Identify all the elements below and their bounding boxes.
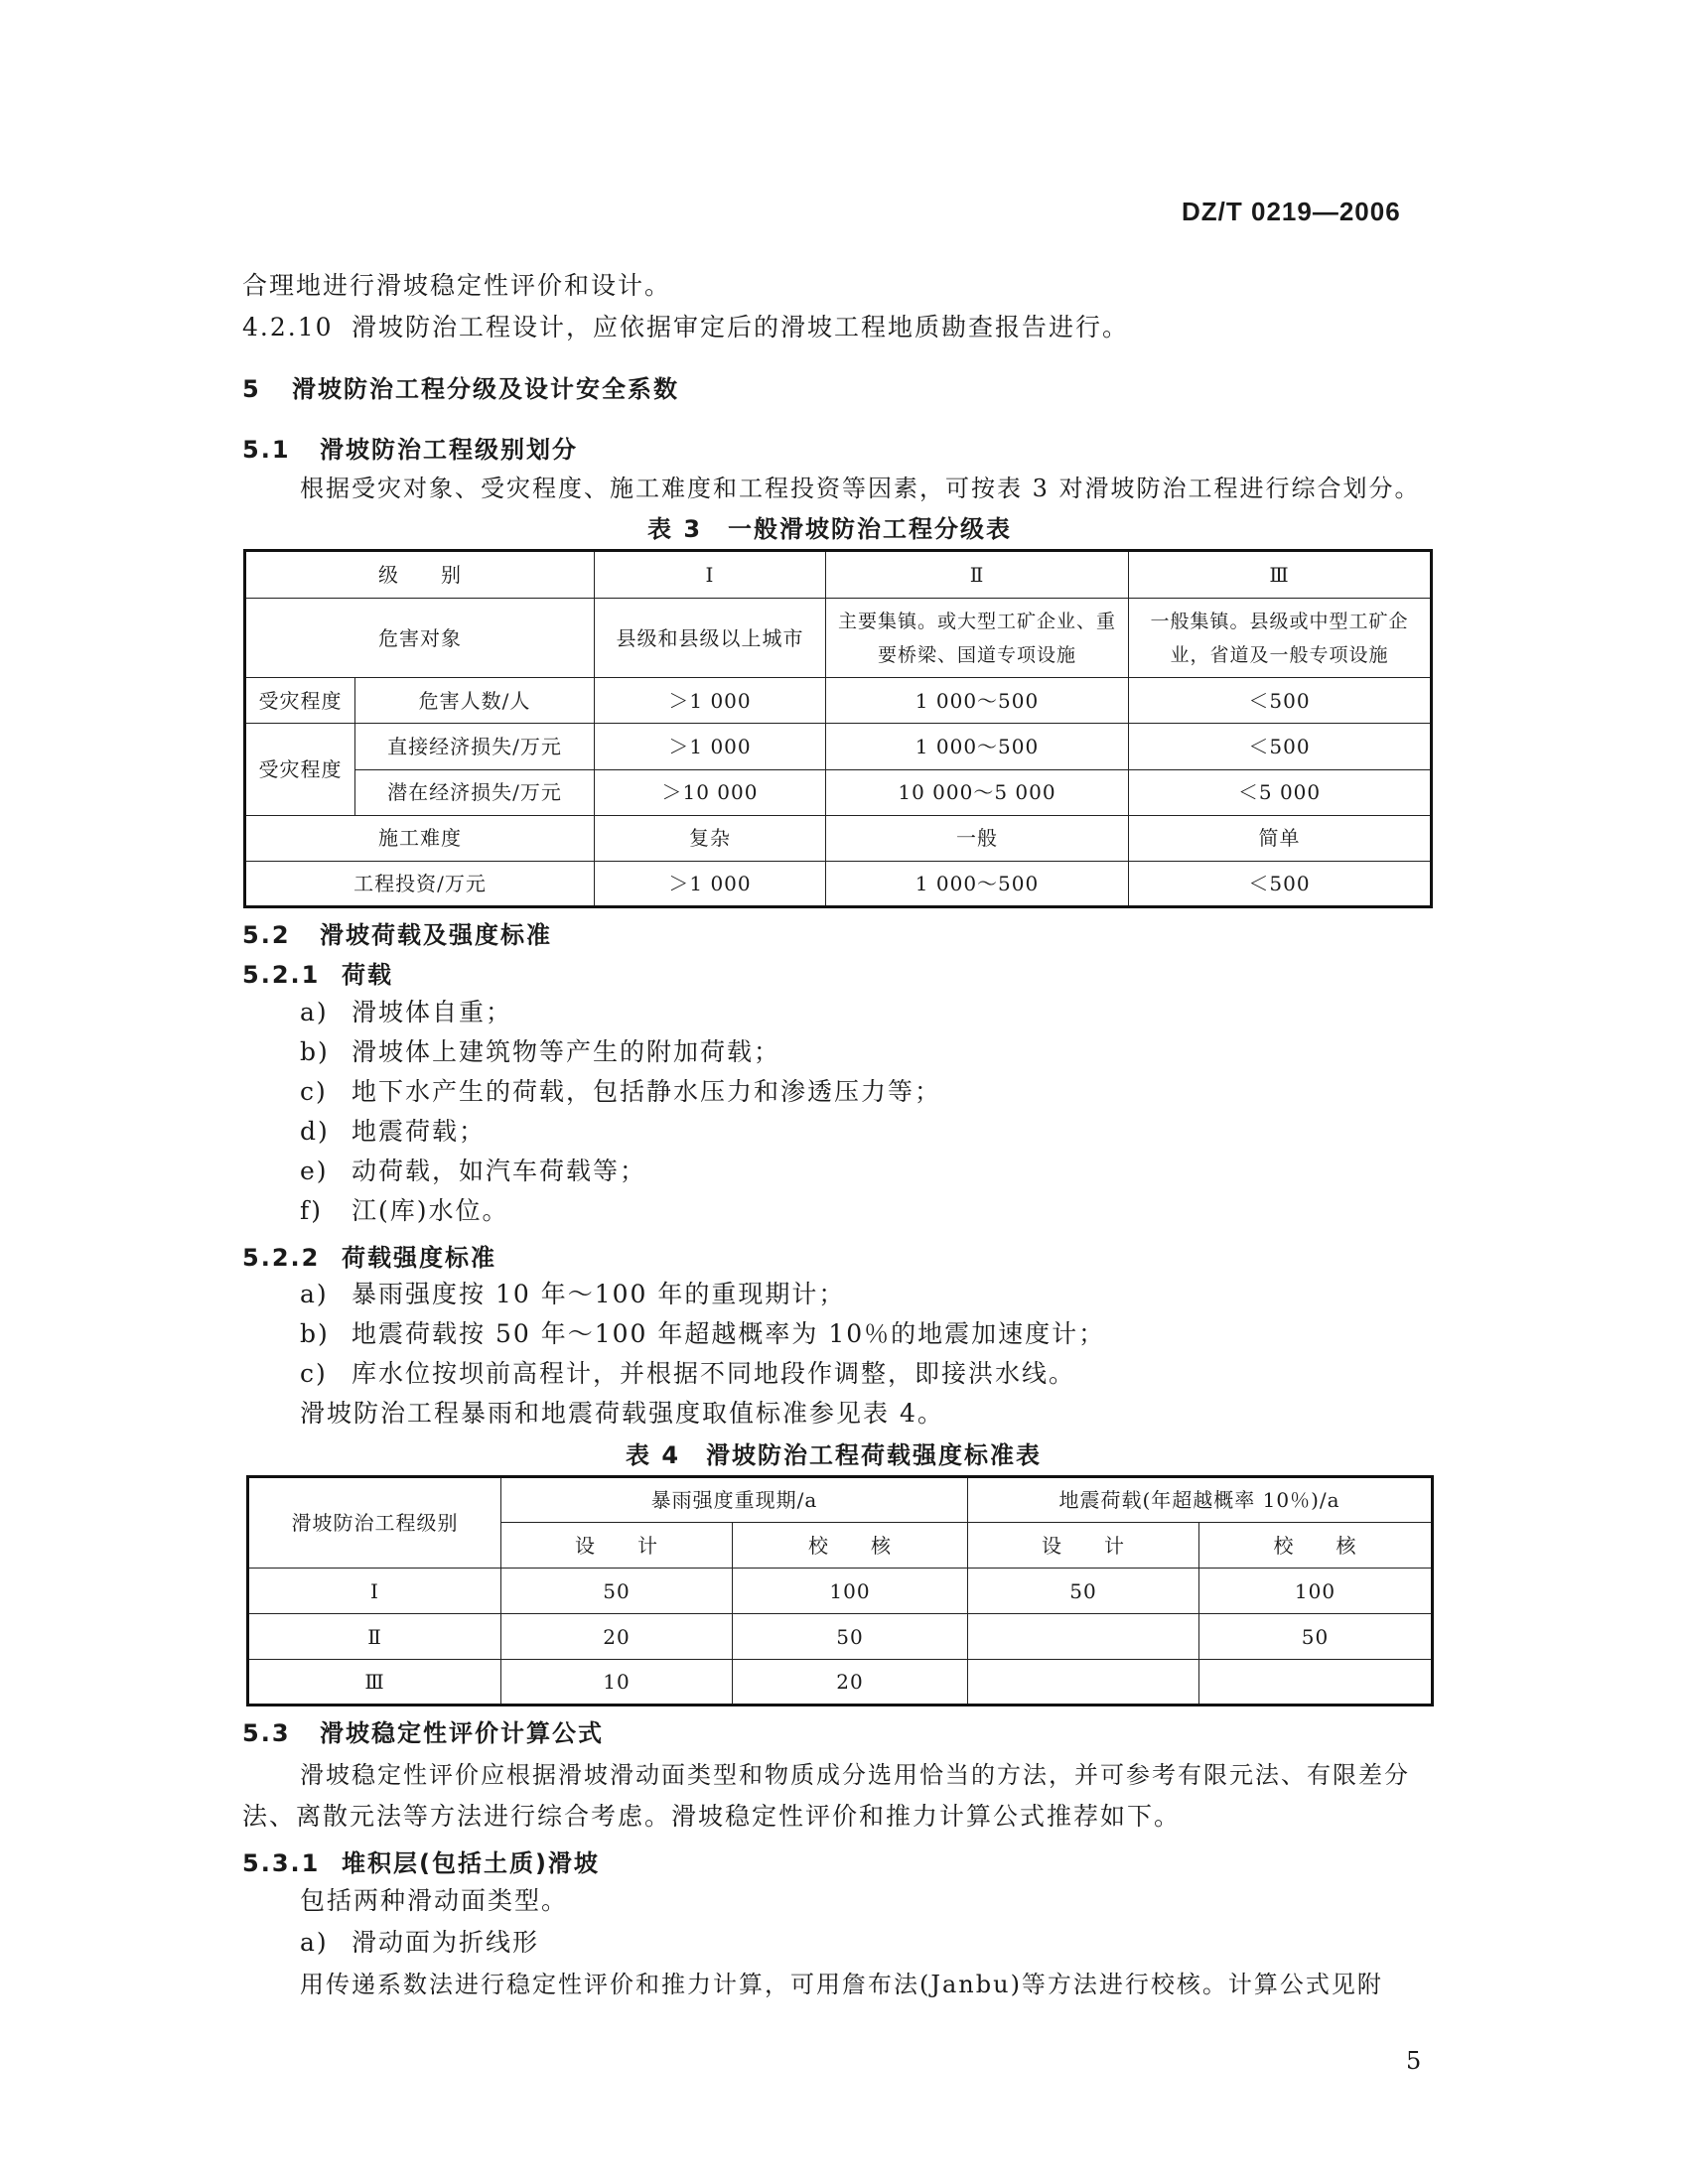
table-header-cell: Ⅲ [1129, 551, 1432, 599]
section-title: 滑坡防治工程级别划分 [320, 436, 578, 464]
clause-number: 4.2.10 [242, 313, 334, 341]
table-cell: 1 000～500 [826, 724, 1129, 769]
table-cell: ＞1 000 [595, 678, 826, 724]
table-cell: ＜500 [1129, 678, 1432, 724]
table-cell: 50 [1199, 1614, 1433, 1660]
list-marker: a) [300, 998, 329, 1026]
paragraph-line: 法、离散元法等方法进行综合考虑。滑坡稳定性评价和推力计算公式推荐如下。 [242, 1802, 1182, 1831]
section-5-2-heading [242, 915, 552, 950]
paragraph-line: 滑坡防治工程暴雨和地震荷载强度取值标准参见表 4。 [300, 1399, 944, 1428]
table-header-cell: 设 计 [968, 1523, 1199, 1569]
table-3-caption: 表 3 一般滑坡防治工程分级表 [647, 515, 1013, 543]
table-group-label: 受灾程度 [245, 724, 355, 815]
list-text: 地下水产生的荷载，包括静水压力和渗透压力等； [352, 1077, 942, 1106]
table-cell: 10 000～5 000 [826, 769, 1129, 815]
list-text: 动荷载，如汽车荷载等； [352, 1157, 647, 1185]
section-title: 荷载强度标准 [342, 1244, 496, 1272]
section-title: 堆积层(包括土质)滑坡 [342, 1849, 600, 1877]
list-item [300, 1314, 1105, 1354]
table-cell: 复杂 [595, 815, 826, 861]
table-cell: ＞1 000 [595, 724, 826, 769]
table-cell: Ⅲ [248, 1660, 501, 1706]
section-number: 5.3.1 [242, 1849, 321, 1877]
table-cell: 20 [733, 1660, 968, 1706]
list-text: 暴雨强度按 10 年～100 年的重现期计； [352, 1280, 846, 1308]
table-cell: 100 [1199, 1569, 1433, 1614]
table-cell [1199, 1660, 1433, 1706]
table-cell: ＜500 [1129, 861, 1432, 906]
section-title: 荷载 [342, 961, 393, 989]
section-number: 5.3 [242, 1719, 291, 1747]
table-row [248, 1660, 1433, 1706]
table-header-cell: Ⅱ [826, 551, 1129, 599]
table-header-cell: 校 核 [1199, 1523, 1433, 1569]
table-header-cell: 级 别 [245, 551, 595, 599]
section-number: 5.1 [242, 436, 291, 464]
list-text: 滑坡体上建筑物等产生的附加荷载； [352, 1037, 781, 1066]
table-cell: 县级和县级以上城市 [595, 599, 826, 678]
paragraph-line: 滑坡稳定性评价应根据滑坡滑动面类型和物质成分选用恰当的方法，并可参考有限元法、有限差分 [300, 1761, 1410, 1789]
table-cell: Ⅰ [248, 1569, 501, 1614]
table-cell: 简单 [1129, 815, 1432, 861]
list-text: 滑动面为折线形 [352, 1928, 540, 1957]
list-item [300, 1354, 1075, 1394]
section-5-3-1-heading [242, 1843, 600, 1878]
table-4 [246, 1475, 1434, 1706]
table-cell: 50 [733, 1614, 968, 1660]
paragraph-line: 用传递系数法进行稳定性评价和推力计算，可用詹布法(Janbu)等方法进行校核。计算公式见附 [300, 1971, 1383, 1998]
table-cell: 一般 [826, 815, 1129, 861]
table-row-label: 工程投资/万元 [245, 861, 595, 906]
table-header-cell: 校 核 [733, 1523, 968, 1569]
document-code: DZ/T 0219—2006 [1182, 197, 1401, 226]
table-cell: ＞1 000 [595, 861, 826, 906]
list-item [300, 1152, 646, 1191]
list-item [300, 1112, 486, 1152]
clause-text: 滑坡防治工程设计，应依据审定后的滑坡工程地质勘查报告进行。 [352, 313, 1130, 341]
list-item [300, 993, 512, 1032]
section-title: 滑坡荷载及强度标准 [320, 921, 552, 949]
paragraph-line: 包括两种滑动面类型。 [300, 1886, 569, 1915]
table-group-label: 受灾程度 [245, 678, 355, 724]
paragraph-line: 根据受灾对象、受灾程度、施工难度和工程投资等因素，可按表 3 对滑坡防治工程进行综合划分。 [300, 475, 1421, 502]
section-5-heading [242, 369, 679, 404]
table-row-label: 施工难度 [245, 815, 595, 861]
table-row-label: 危害对象 [245, 599, 595, 678]
table-cell: 20 [501, 1614, 733, 1660]
list-marker: a) [300, 1928, 329, 1957]
table-3 [243, 549, 1433, 908]
table-cell: 主要集镇。或大型工矿企业、重要桥梁、国道专项设施 [826, 599, 1129, 678]
table-cell: ＜5 000 [1129, 769, 1432, 815]
table-header-cell: 暴雨强度重现期/a [501, 1477, 968, 1523]
table-header-cell: 滑坡防治工程级别 [248, 1477, 501, 1569]
list-marker: d) [300, 1117, 330, 1146]
table-cell: 50 [501, 1569, 733, 1614]
section-5-1-heading [242, 430, 578, 465]
table-cell: ＜500 [1129, 724, 1432, 769]
list-item [300, 1032, 780, 1072]
list-text: 地震荷载； [352, 1117, 487, 1146]
list-marker: c) [300, 1359, 328, 1388]
table-cell: 1 000～500 [826, 861, 1129, 906]
section-number: 5.2.2 [242, 1244, 321, 1272]
table-cell: 1 000～500 [826, 678, 1129, 724]
list-marker: a) [300, 1280, 329, 1308]
table-cell [968, 1660, 1199, 1706]
table-cell: Ⅱ [248, 1614, 501, 1660]
list-item [300, 1275, 845, 1314]
list-marker: b) [300, 1037, 330, 1066]
table-cell: 10 [501, 1660, 733, 1706]
table-cell: 50 [968, 1569, 1199, 1614]
list-marker: f) [300, 1196, 324, 1225]
table-row-label: 危害人数/人 [355, 678, 595, 724]
table-row [248, 1569, 1433, 1614]
table-row-label: 潜在经济损失/万元 [355, 769, 595, 815]
table-cell: 一般集镇。县级或中型工矿企业，省道及一般专项设施 [1129, 599, 1432, 678]
section-5-2-2-heading [242, 1238, 496, 1273]
table-cell: ＞10 000 [595, 769, 826, 815]
table-cell [968, 1614, 1199, 1660]
list-text: 库水位按坝前高程计，并根据不同地段作调整，即接洪水线。 [352, 1359, 1076, 1388]
section-title: 滑坡稳定性评价计算公式 [320, 1719, 604, 1747]
list-text: 滑坡体自重； [352, 998, 513, 1026]
section-5-2-1-heading [242, 955, 393, 990]
list-marker: b) [300, 1319, 330, 1348]
clause-4-2-10 [242, 308, 1129, 347]
list-text: 地震荷载按 50 年～100 年超越概率为 10％的地震加速度计； [352, 1319, 1106, 1348]
list-item [300, 1072, 941, 1112]
page-number: 5 [1406, 2047, 1422, 2075]
table-row [248, 1614, 1433, 1660]
section-number: 5 [242, 375, 261, 403]
table-header-cell: 地震荷载(年超越概率 10％)/a [968, 1477, 1433, 1523]
section-number: 5.2 [242, 921, 291, 949]
list-marker: e) [300, 1157, 329, 1185]
section-5-3-heading [242, 1713, 604, 1748]
list-text: 江(库)水位。 [352, 1196, 509, 1225]
section-title: 滑坡防治工程分级及设计安全系数 [292, 375, 679, 403]
table-header-cell: Ⅰ [595, 551, 826, 599]
paragraph-line: 合理地进行滑坡稳定性评价和设计。 [242, 271, 672, 300]
section-number: 5.2.1 [242, 961, 321, 989]
table-cell: 100 [733, 1569, 968, 1614]
list-marker: c) [300, 1077, 328, 1106]
table-4-caption: 表 4 滑坡防治工程荷载强度标准表 [626, 1441, 1043, 1469]
table-header-cell: 设 计 [501, 1523, 733, 1569]
list-item [300, 1191, 509, 1231]
list-item [300, 1923, 539, 1963]
table-row-label: 直接经济损失/万元 [355, 724, 595, 769]
